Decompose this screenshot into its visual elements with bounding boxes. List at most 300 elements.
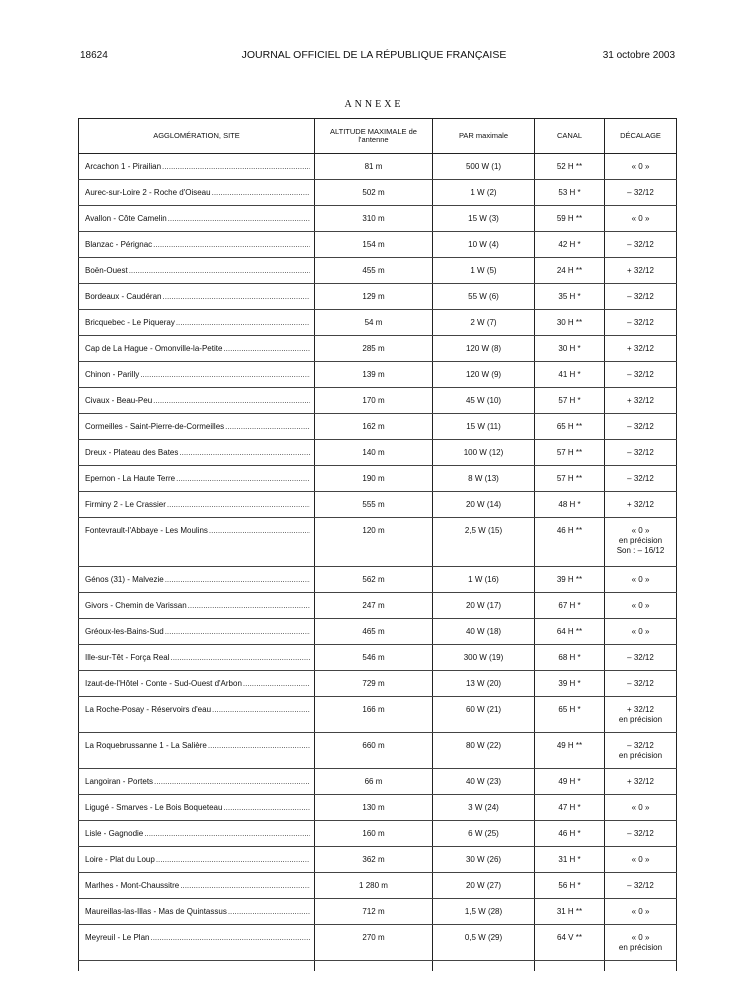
altitude-cell (315, 310, 433, 336)
par-cell (433, 154, 535, 180)
site-name: Aurec-sur-Loire 2 - Roche d'Oiseau (85, 188, 211, 197)
table-row (79, 206, 677, 232)
decalage-line: – 32/12 (627, 829, 654, 838)
canal-cell-value: 41 H * (558, 370, 581, 379)
par-cell-value: 0,5 W (29) (464, 933, 503, 942)
site-name: Gréoux-les-Bains-Sud (85, 627, 164, 636)
altitude-cell-value: 285 m (362, 344, 385, 353)
page-date: 31 octobre 2003 (602, 50, 675, 61)
table-header-row (79, 119, 677, 154)
leader-dots (163, 292, 311, 302)
decalage-cell (605, 821, 677, 847)
site-name: Avallon - Côte Camelin (85, 214, 167, 223)
par-cell-value: 1 W (16) (468, 575, 499, 584)
table-row (79, 180, 677, 206)
canal-cell-value: 46 H ** (556, 526, 583, 535)
altitude-cell (315, 567, 433, 593)
altitude-cell-value: 81 m (364, 162, 383, 171)
leader-dots (170, 653, 310, 663)
table-row (79, 925, 677, 961)
site-cell (79, 492, 315, 518)
par-cell-value: 40 W (18) (465, 627, 502, 636)
decalage-line: – 32/12 (627, 422, 654, 431)
par-cell-value: 30 W (26) (465, 855, 502, 864)
canal-cell-value: 68 H * (558, 653, 581, 662)
site-cell (79, 154, 315, 180)
decalage-line: – 32/12 (627, 653, 654, 662)
site-name: Civaux - Beau-Peu (85, 396, 153, 405)
par-cell-value: 8 W (13) (468, 474, 499, 483)
canal-cell-value: 35 H * (558, 292, 581, 301)
altitude-cell (315, 671, 433, 697)
table-row (79, 466, 677, 492)
decalage-line: « 0 » (631, 601, 650, 610)
par-cell-value: 2 W (7) (470, 318, 497, 327)
decalage-line: + 32/12 (627, 396, 654, 405)
canal-cell (535, 795, 605, 821)
decalage-line: en précision (618, 536, 663, 545)
par-cell (433, 567, 535, 593)
decalage-cell (605, 336, 677, 362)
canal-cell (535, 336, 605, 362)
canal-cell (535, 414, 605, 440)
canal-cell-value: 48 H * (558, 500, 581, 509)
par-cell (433, 206, 535, 232)
site-name: Firminy 2 - Le Crassier (85, 500, 166, 509)
decalage-cell (605, 733, 677, 769)
altitude-cell-value: 455 m (362, 266, 385, 275)
canal-cell (535, 899, 605, 925)
altitude-cell-value: 247 m (362, 601, 385, 610)
table-row (79, 645, 677, 671)
decalage-cell (605, 362, 677, 388)
par-cell (433, 619, 535, 645)
decalage-cell (605, 847, 677, 873)
par-cell-value: 1 W (2) (470, 188, 497, 197)
table-row (79, 619, 677, 645)
site-cell (79, 310, 315, 336)
journal-title: JOURNAL OFFICIEL DE LA RÉPUBLIQUE FRANÇAISE (241, 49, 507, 61)
altitude-cell (315, 258, 433, 284)
par-cell (433, 925, 535, 961)
canal-cell (535, 733, 605, 769)
par-cell (433, 899, 535, 925)
leader-dots (165, 575, 310, 585)
decalage-cell (605, 925, 677, 961)
site-cell (79, 769, 315, 795)
altitude-cell-value: 562 m (362, 575, 385, 584)
canal-cell (535, 873, 605, 899)
empty-cell (605, 961, 677, 972)
altitude-cell-value: 140 m (362, 448, 385, 457)
decalage-line: « 0 » (631, 627, 650, 636)
decalage-cell (605, 795, 677, 821)
par-cell (433, 847, 535, 873)
leader-dots (223, 344, 310, 354)
site-name: Givors - Chemin de Varissan (85, 601, 187, 610)
altitude-cell (315, 899, 433, 925)
decalage-line: – 32/12 (627, 318, 654, 327)
par-cell-value: 20 W (27) (465, 881, 502, 890)
altitude-cell-value: 555 m (362, 500, 385, 509)
leader-dots (153, 396, 310, 406)
altitude-cell-value: 190 m (362, 474, 385, 483)
altitude-cell-value: 660 m (362, 741, 385, 750)
canal-cell (535, 925, 605, 961)
site-name: Blanzac - Pérignac (85, 240, 153, 249)
par-cell-value: 20 W (17) (465, 601, 502, 610)
altitude-cell (315, 388, 433, 414)
par-cell-value: 2,5 W (15) (464, 526, 503, 535)
leader-dots (209, 526, 310, 536)
page-number: 18624 (80, 50, 108, 61)
site-name: La Roche-Posay - Réservoirs d'eau (85, 705, 212, 714)
column-header-par: PAR maximale (433, 119, 535, 154)
par-cell (433, 310, 535, 336)
leader-dots (176, 474, 310, 484)
decalage-cell (605, 873, 677, 899)
par-cell-value: 6 W (25) (468, 829, 499, 838)
altitude-cell (315, 697, 433, 733)
site-cell (79, 466, 315, 492)
decalage-line: – 32/12 (627, 679, 654, 688)
decalage-line: + 32/12 (627, 777, 654, 786)
altitude-cell-value: 166 m (362, 705, 385, 714)
site-name: Arcachon 1 - Pirailian (85, 162, 162, 171)
leader-dots (212, 705, 310, 715)
canal-cell-value: 67 H * (558, 601, 581, 610)
decalage-cell (605, 567, 677, 593)
canal-cell (535, 440, 605, 466)
table-row (79, 154, 677, 180)
site-name: Génos (31) - Malvezie (85, 575, 164, 584)
decalage-line: + 32/12 (627, 266, 654, 275)
decalage-cell (605, 671, 677, 697)
canal-cell-value: 59 H ** (556, 214, 583, 223)
decalage-cell (605, 769, 677, 795)
decalage-cell (605, 232, 677, 258)
decalage-line: + 32/12 (627, 500, 654, 509)
empty-cell (315, 961, 433, 972)
leader-dots (208, 741, 310, 751)
par-cell-value: 55 W (6) (468, 292, 499, 301)
site-cell (79, 284, 315, 310)
decalage-line: « 0 » (631, 855, 650, 864)
site-cell (79, 362, 315, 388)
altitude-cell (315, 593, 433, 619)
column-header-decalage: DÉCALAGE (605, 119, 677, 154)
site-cell (79, 180, 315, 206)
altitude-cell-value: 160 m (362, 829, 385, 838)
decalage-line: – 32/12 (627, 881, 654, 890)
table-body (79, 154, 677, 972)
decalage-cell (605, 388, 677, 414)
par-cell (433, 466, 535, 492)
table-row (79, 567, 677, 593)
table-row (79, 769, 677, 795)
annex-table (78, 118, 677, 971)
canal-cell-value: 30 H * (558, 344, 581, 353)
par-cell (433, 697, 535, 733)
decalage-line: en précision (618, 751, 663, 760)
decalage-cell (605, 284, 677, 310)
par-cell-value: 1 W (5) (470, 266, 497, 275)
decalage-line: – 32/12 (627, 370, 654, 379)
site-cell (79, 645, 315, 671)
site-name: Ligugé - Smarves - Le Bois Boqueteau (85, 803, 223, 812)
altitude-cell-value: 129 m (362, 292, 385, 301)
canal-cell (535, 310, 605, 336)
canal-cell (535, 154, 605, 180)
decalage-cell (605, 258, 677, 284)
empty-cell (433, 961, 535, 972)
site-cell (79, 847, 315, 873)
canal-cell-value: 49 H * (558, 777, 581, 786)
decalage-line: + 32/12 (627, 705, 654, 714)
par-cell (433, 284, 535, 310)
canal-cell-value: 52 H ** (556, 162, 583, 171)
table-row (79, 362, 677, 388)
par-cell (433, 492, 535, 518)
canal-cell (535, 388, 605, 414)
altitude-cell (315, 206, 433, 232)
leader-dots (168, 214, 310, 224)
canal-cell-value: 47 H * (558, 803, 581, 812)
site-cell (79, 873, 315, 899)
canal-cell-value: 57 H ** (556, 474, 583, 483)
altitude-cell-value: 729 m (362, 679, 385, 688)
altitude-cell-value: 170 m (362, 396, 385, 405)
site-cell (79, 733, 315, 769)
canal-cell (535, 492, 605, 518)
altitude-cell (315, 232, 433, 258)
par-cell (433, 593, 535, 619)
site-cell (79, 671, 315, 697)
column-header-site: AGGLOMÉRATION, SITE (79, 119, 315, 154)
canal-cell (535, 362, 605, 388)
altitude-cell (315, 769, 433, 795)
decalage-line: « 0 » (631, 933, 650, 942)
canal-cell-value: 65 H ** (556, 422, 583, 431)
altitude-cell-value: 712 m (362, 907, 385, 916)
altitude-cell (315, 180, 433, 206)
canal-cell (535, 619, 605, 645)
site-cell (79, 232, 315, 258)
decalage-cell (605, 466, 677, 492)
decalage-cell (605, 899, 677, 925)
annex-title: ANNEXE (344, 99, 404, 110)
par-cell-value: 1,5 W (28) (464, 907, 503, 916)
leader-dots (150, 933, 310, 943)
table-row (79, 697, 677, 733)
decalage-line: « 0 » (631, 214, 650, 223)
par-cell (433, 795, 535, 821)
column-header-altitude: ALTITUDE MAXIMALE de l'antenne (315, 119, 433, 154)
canal-cell (535, 593, 605, 619)
leader-dots (180, 881, 310, 891)
table-row (79, 518, 677, 567)
site-cell (79, 336, 315, 362)
altitude-cell (315, 518, 433, 567)
canal-cell (535, 284, 605, 310)
canal-cell-value: 24 H ** (556, 266, 583, 275)
table-row (79, 414, 677, 440)
empty-cell (535, 961, 605, 972)
canal-cell (535, 206, 605, 232)
decalage-line: « 0 » (631, 526, 650, 535)
decalage-line: – 32/12 (627, 741, 654, 750)
canal-cell (535, 671, 605, 697)
decalage-cell (605, 697, 677, 733)
leader-dots (144, 829, 310, 839)
canal-cell-value: 57 H * (558, 396, 581, 405)
canal-cell-value: 49 H ** (556, 741, 583, 750)
altitude-cell (315, 440, 433, 466)
canal-cell (535, 769, 605, 795)
leader-dots (162, 162, 310, 172)
par-cell (433, 645, 535, 671)
table-row (79, 388, 677, 414)
decalage-line: « 0 » (631, 803, 650, 812)
site-cell (79, 258, 315, 284)
table-row (79, 232, 677, 258)
altitude-cell (315, 619, 433, 645)
canal-cell-value: 30 H ** (556, 318, 583, 327)
par-cell-value: 10 W (4) (468, 240, 499, 249)
par-cell (433, 414, 535, 440)
par-cell-value: 80 W (22) (465, 741, 502, 750)
canal-cell (535, 821, 605, 847)
par-cell-value: 3 W (24) (468, 803, 499, 812)
altitude-cell-value: 66 m (364, 777, 383, 786)
par-cell (433, 258, 535, 284)
decalage-cell (605, 440, 677, 466)
column-header-canal: CANAL (535, 119, 605, 154)
leader-dots (129, 266, 310, 276)
decalage-line: en précision (618, 943, 663, 952)
site-cell (79, 697, 315, 733)
leader-dots (153, 240, 310, 250)
canal-cell (535, 847, 605, 873)
site-name: Cap de La Hague - Omonville-la-Petite (85, 344, 223, 353)
altitude-cell-value: 120 m (362, 526, 385, 535)
altitude-cell-value: 465 m (362, 627, 385, 636)
par-cell (433, 440, 535, 466)
altitude-cell-value: 270 m (362, 933, 385, 942)
decalage-line: – 32/12 (627, 474, 654, 483)
site-cell (79, 593, 315, 619)
canal-cell (535, 567, 605, 593)
altitude-cell (315, 336, 433, 362)
decalage-cell (605, 619, 677, 645)
altitude-cell (315, 733, 433, 769)
decalage-cell (605, 518, 677, 567)
table-row (79, 258, 677, 284)
canal-cell-value: 31 H ** (556, 907, 583, 916)
leader-dots (225, 422, 310, 432)
par-cell-value: 300 W (19) (463, 653, 504, 662)
decalage-cell (605, 180, 677, 206)
par-cell (433, 362, 535, 388)
decalage-cell (605, 593, 677, 619)
decalage-cell (605, 154, 677, 180)
site-cell (79, 414, 315, 440)
site-name: Bordeaux - Caudéran (85, 292, 162, 301)
canal-cell (535, 232, 605, 258)
site-name: Izaut-de-l'Hôtel - Conte - Sud-Ouest d'Arbon (85, 679, 242, 688)
par-cell (433, 232, 535, 258)
table-row (79, 733, 677, 769)
par-cell-value: 120 W (8) (465, 344, 502, 353)
decalage-cell (605, 414, 677, 440)
table-row (79, 310, 677, 336)
par-cell (433, 180, 535, 206)
leader-dots (176, 318, 310, 328)
leader-dots (165, 627, 310, 637)
decalage-line: – 32/12 (627, 188, 654, 197)
canal-cell-value: 65 H * (558, 705, 581, 714)
altitude-cell-value: 362 m (362, 855, 385, 864)
decalage-cell (605, 310, 677, 336)
table-row (79, 336, 677, 362)
altitude-cell-value: 502 m (362, 188, 385, 197)
site-name: Chinon - Parilly (85, 370, 140, 379)
altitude-cell (315, 795, 433, 821)
site-cell (79, 518, 315, 567)
decalage-line: – 32/12 (627, 448, 654, 457)
site-cell (79, 821, 315, 847)
site-name: Epernon - La Haute Terre (85, 474, 176, 483)
altitude-cell (315, 925, 433, 961)
table-row (79, 795, 677, 821)
par-cell (433, 873, 535, 899)
site-name: Ille-sur-Têt - Força Real (85, 653, 170, 662)
leader-dots (154, 777, 310, 787)
site-name: Langoiran - Portets (85, 777, 154, 786)
table-row (79, 899, 677, 925)
decalage-line: + 32/12 (627, 344, 654, 353)
leader-dots (167, 500, 310, 510)
par-cell (433, 388, 535, 414)
table-row (79, 284, 677, 310)
par-cell (433, 336, 535, 362)
site-cell (79, 619, 315, 645)
site-name: La Roquebrussanne 1 - La Salière (85, 741, 207, 750)
altitude-cell-value: 139 m (362, 370, 385, 379)
altitude-cell-value: 162 m (362, 422, 385, 431)
site-name: Fontevrault-l'Abbaye - Les Moulins (85, 526, 208, 535)
par-cell (433, 518, 535, 567)
canal-cell-value: 46 H * (558, 829, 581, 838)
par-cell-value: 15 W (3) (468, 214, 499, 223)
canal-cell (535, 697, 605, 733)
par-cell-value: 500 W (1) (465, 162, 502, 171)
site-name: Maureillas-las-Illas - Mas de Quintassus (85, 907, 227, 916)
site-name: Lisle - Gagnodie (85, 829, 144, 838)
leader-dots (140, 370, 310, 380)
decalage-cell (605, 645, 677, 671)
site-name: Bricquebec - Le Piqueray (85, 318, 175, 327)
table-row (79, 671, 677, 697)
leader-dots (243, 679, 310, 689)
site-name: Loire - Plat du Loup (85, 855, 155, 864)
par-cell (433, 769, 535, 795)
par-cell-value: 20 W (14) (465, 500, 502, 509)
canal-cell-value: 53 H * (558, 188, 581, 197)
canal-cell (535, 518, 605, 567)
altitude-cell-value: 154 m (362, 240, 385, 249)
par-cell-value: 13 W (20) (465, 679, 502, 688)
